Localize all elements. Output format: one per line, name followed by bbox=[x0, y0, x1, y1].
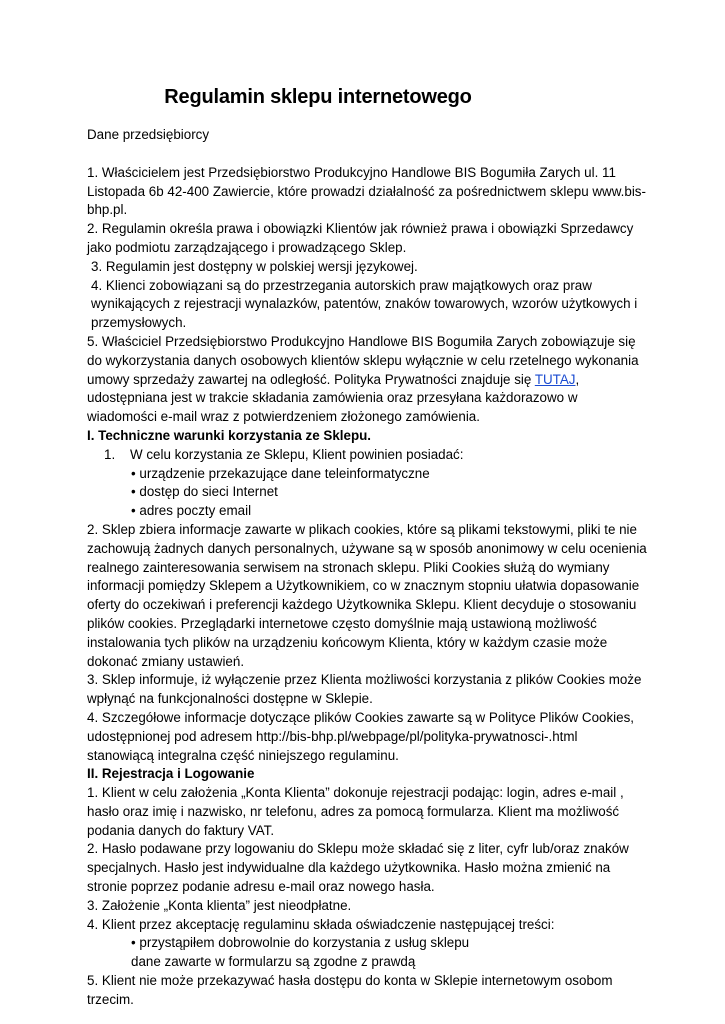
section-1-paragraph-2: 2. Sklep zbiera informacje zawarte w plikach cookies, które są plikami tekstowymi, pliki te nie zachowują żadnych danych personalnych, używane są w sposób anonimowy w celu ocenienia realnego zainteresowania serwisem na stronach sklepu. Pliki Cookies służą do wymiany informacji pomiędzy Sklepem a Użytkownikiem, co w znacznym stopniu ułatwia dopasowanie oferty do oczekiwań i preferencji każdego Użytkownika Sklepu. Klient decyduje o stosowaniu plików cookies. Przeglądarki internetowe często domyślnie mają ustawioną możliwość instalowania tych plików na urządzeniu końcowym Klienta, który w każdym czasie może dokonać zmiany ustawień. bbox=[87, 521, 647, 669]
section-1-paragraph-3: 3. Sklep informuje, iż wyłączenie przez Klienta możliwości korzystania z plików Cookies może wpłynąć na funkcjonalności dostępne w Sklepie. bbox=[87, 672, 642, 707]
section-1-heading: I. Techniczne warunki korzystania ze Sklepu. bbox=[87, 427, 372, 443]
section-1-item-1 bbox=[87, 446, 647, 465]
bullet-item: dane zawarte w formularzu są zgodne z prawdą bbox=[131, 954, 416, 970]
subtitle: Dane przedsiębiorcy bbox=[87, 127, 210, 142]
spacer bbox=[87, 145, 647, 164]
paragraph-3: 3. Regulamin jest dostępny w polskiej wersji językowej. bbox=[91, 258, 418, 274]
item-text: W celu korzystania ze Sklepu, Klient powinien posiadać: bbox=[130, 446, 464, 462]
section-2-paragraph-2: 2. Hasło podawane przy logowaniu do Sklepu może składać się z liter, cyfr lub/oraz znaków specjalnych. Hasło jest indywidualne dla każdego użytkownika. Hasło można zmienić na stronie poprzez podanie adresu e-mail oraz nowego hasła. bbox=[87, 841, 629, 895]
document-body bbox=[87, 126, 647, 1010]
paragraph-1: 1. Właścicielem jest Przedsiębiorstwo Produkcyjno Handlowe BIS Bogumiła Zarych ul. 11 Listopada 6b 42-400 Zawiercie, które prowadzi działalność za pośrednictwem sklepu www.bis-bhp.pl. bbox=[87, 164, 646, 218]
item-number: 1. bbox=[104, 446, 116, 462]
section-2-paragraph-5: 5. Klient nie może przekazywać hasła dostępu do konta w Sklepie internetowym osobom trzecim. bbox=[87, 973, 613, 1007]
paragraph-5 bbox=[87, 333, 647, 427]
bullet-item: • dostęp do sieci Internet bbox=[131, 484, 278, 500]
section-2-paragraph-3: 3. Założenie „Konta klienta” jest nieodpłatne. bbox=[87, 897, 352, 913]
section-2-heading: II. Rejestracja i Logowanie bbox=[87, 766, 255, 782]
section-1-paragraph-4: 4. Szczegółowe informacje dotyczące plików Cookies zawarte są w Polityce Plików Cookies, udostępnionej pod adresem http://bis-bhp.pl/webpage/pl/polityka-prywatnosci-.html stanowiącą integralna część niniejszego regulaminu. bbox=[87, 709, 635, 763]
bullet-item: • adres poczty email bbox=[131, 503, 252, 519]
page-title: Regulamin sklepu internetowego bbox=[164, 86, 472, 108]
bullet-item: • przystąpiłem dobrowolnie do korzystania z usług sklepu bbox=[131, 935, 470, 951]
section-2-paragraph-4: 4. Klient przez akceptację regulaminu składa oświadczenie następującej treści: bbox=[87, 916, 555, 932]
section-2-paragraph-1: 1. Klient w celu założenia „Konta Klienta” dokonuje rejestracji podając: login, adres e-mail , hasło oraz imię i nazwisko, nr telefonu, adres za pomocą formularza. Klient ma możliwość podania danych do faktury VAT. bbox=[87, 785, 624, 838]
paragraph-4: 4. Klienci zobowiązani są do przestrzegania autorskich praw majątkowych oraz praw wynikających z rejestracji wynalazków, patentów, znaków towarowych, wzorów użytkowych i przemysłowych. bbox=[91, 277, 638, 331]
paragraph-5-text-a: 5. Właściciel Przedsiębiorstwo Produkcyjno Handlowe BIS Bogumiła Zarych zobowiązuje się do wykorzystania danych osobowych klientów sklepu wyłącznie w celu rzetelnego wykonania umowy sprzedaży zawartej na odległość. Polityka Prywatności znajduje się bbox=[87, 333, 639, 387]
paragraph-2: 2. Regulamin określa prawa i obowiązki Klientów jak również prawa i obowiązki Sprzedawcy jako podmiotu zarządzającego i prowadzącego Sklep. bbox=[87, 221, 634, 255]
bullet-item: • urządzenie przekazujące dane teleinformatyczne bbox=[131, 465, 430, 481]
privacy-policy-link[interactable]: TUTAJ bbox=[534, 371, 576, 387]
paragraph-5-text-b: , udostępniana jest w trakcie składania zamówienia oraz przesyłana każdorazowo w wiadomości e-mail wraz z potwierdzeniem złożonego zamówienia. bbox=[87, 371, 580, 425]
